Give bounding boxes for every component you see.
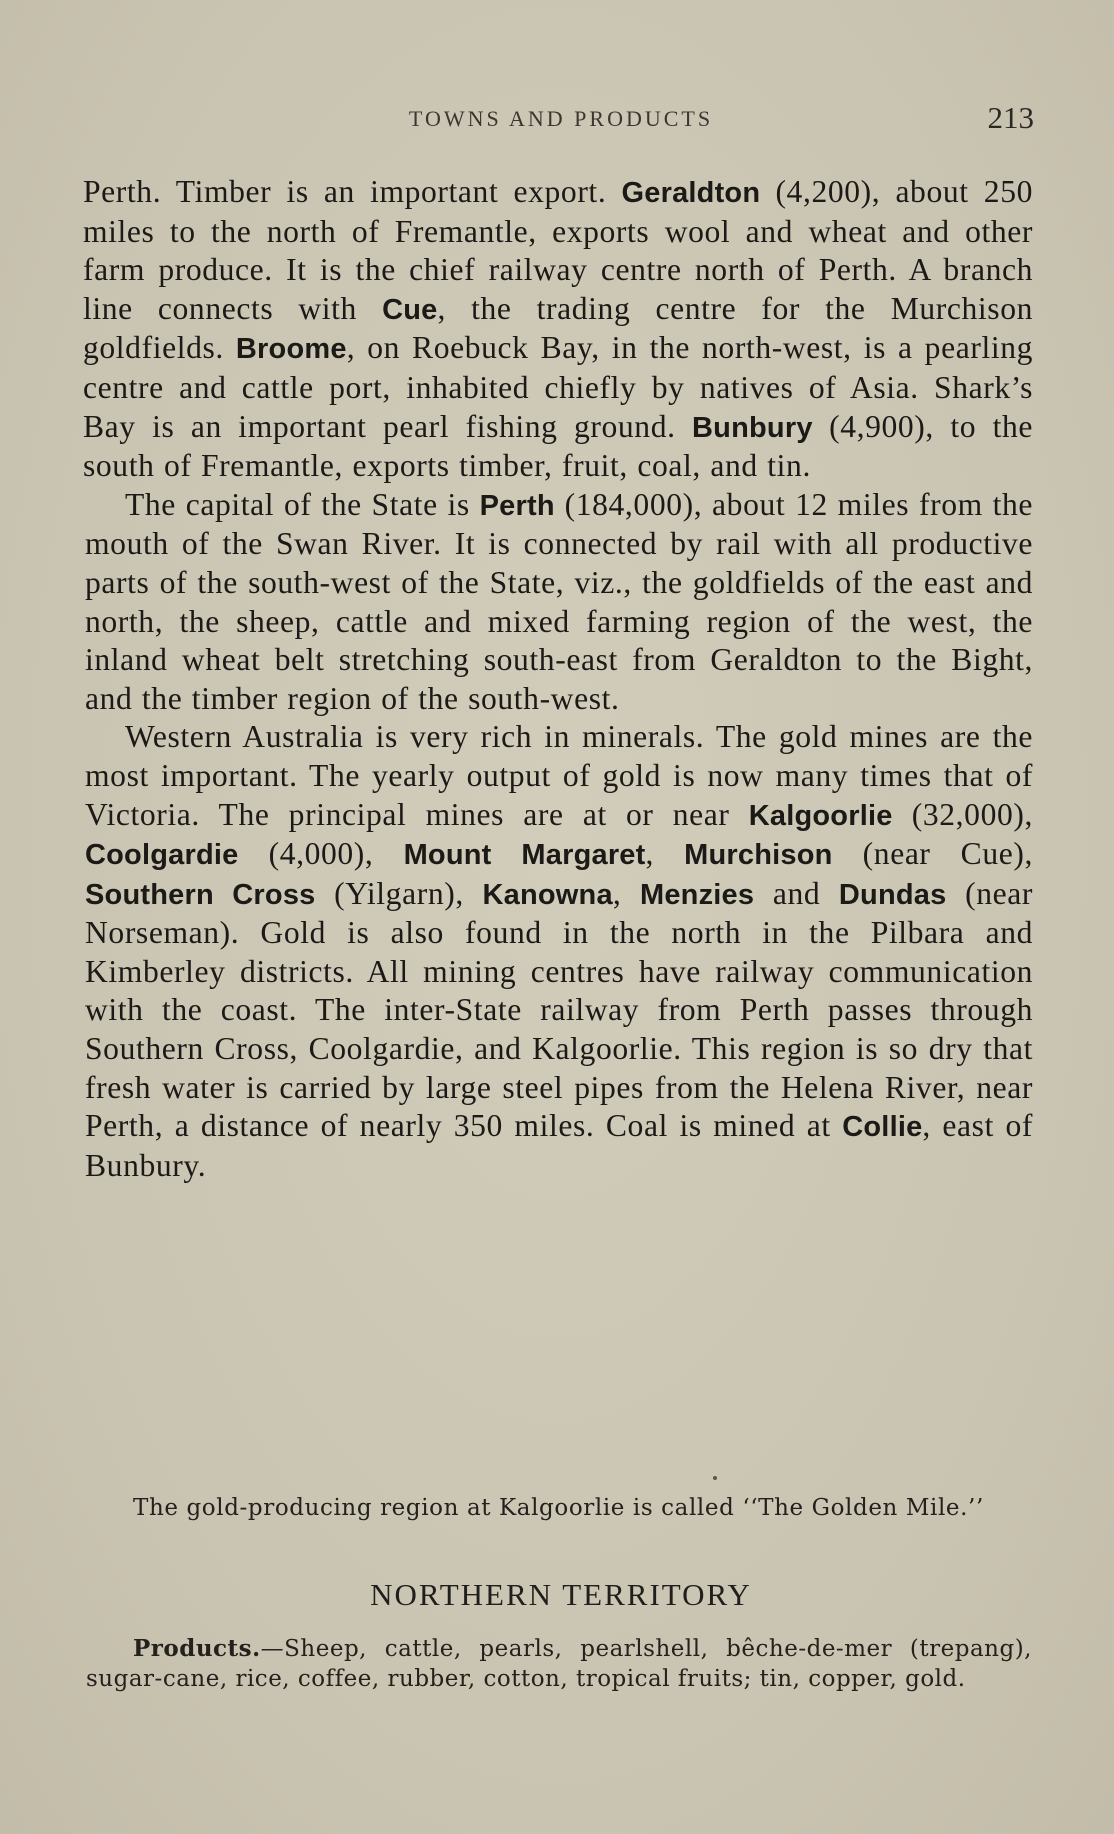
place-bunbury: Bunbury — [692, 411, 813, 444]
running-head: TOWNS AND PRODUCTS — [408, 106, 714, 131]
place-collie: Collie — [842, 1111, 923, 1144]
place-cue: Cue — [382, 293, 438, 326]
place-mount-margaret: Mount Margaret — [403, 839, 646, 872]
page-number: 213 — [987, 100, 1034, 135]
section-title-northern-territory: NORTHERN TERRITORY — [370, 1577, 752, 1612]
products-lead: Products. — [133, 1635, 261, 1662]
paragraph-capital-perth: The capital of the State is Perth (184,000), about 12 miles from the mouth of the Swan River. It is connected by rail with all productive parts of the south-west of the State, viz., the goldfields of the east and north, the sheep, cattle and mixed farming region of the west, the inland wheat belt stretching south-east from Geraldton to the Bight, and the timber region of the south-west. — [85, 486, 1033, 716]
paragraph-west-coast-towns: Perth. Timber is an important export. Geraldton (4,200), about 250 miles to the north of Fremantle, exports wool and wheat and other farm produce. It is the chief railway centre north of Perth. A branch line connects with Cue, the trading centre for the Murchison goldfields. Broome, on Roebuck Bay, in the north-west, is a pearling centre and cattle port, inhabited chiefly by natives of Asia. Shark’s Bay is an important pearl fishing ground. Bunbury (4,900), to the south of Fremantle, exports timber, fruit, coal, and tin. — [83, 174, 1033, 484]
place-dundas: Dundas — [838, 878, 947, 911]
northern-territory-products — [86, 1634, 1032, 1694]
place-murchison: Murchison — [684, 839, 833, 872]
print-speck — [713, 1476, 717, 1480]
products-list: —Sheep, cattle, pearls, pearlshell, bêche-de-mer (trepang), sugar-cane, rice, coffee, rubber, cotton, tropical fruits; tin, copper, gold. — [86, 1636, 1032, 1692]
place-coolgardie: Coolgardie — [85, 839, 239, 872]
place-geraldton: Geraldton — [621, 177, 761, 209]
place-southern-cross: Southern Cross — [85, 878, 316, 911]
place-broome: Broome — [235, 333, 347, 366]
golden-mile-note: The gold-producing region at Kalgoorlie is called ‘‘The Golden Mile.’’ — [133, 1495, 984, 1521]
place-perth: Perth — [479, 489, 555, 522]
place-kalgoorlie: Kalgoorlie — [748, 799, 893, 832]
place-kanowna: Kanowna — [482, 878, 613, 911]
page-header — [88, 100, 1034, 140]
place-menzies: Menzies — [639, 878, 755, 911]
paragraph-minerals: Western Australia is very rich in minerals. The gold mines are the most important. The yearly output of gold is now many times that of Victoria. The principal mines are at or near Kalgoorlie (32,000), Coolgardie (4,000), Mount Margaret, Murchison (near Cue), Southern Cross (Yilgarn), Kanowna, Menzies and Dundas (near Norseman). Gold is also found in the north in the Pilbara and Kimberley districts. All mining centres have railway communication with the coast. The inter-State railway from Perth passes through Southern Cross, Coolgardie, and Kalgoorlie. This region is so dry that fresh water is carried by large steel pipes from the Helena River, near Perth, a distance of nearly 350 miles. Coal is mined at Collie, east of Bunbury. — [85, 719, 1033, 1183]
main-text — [85, 173, 1033, 1185]
